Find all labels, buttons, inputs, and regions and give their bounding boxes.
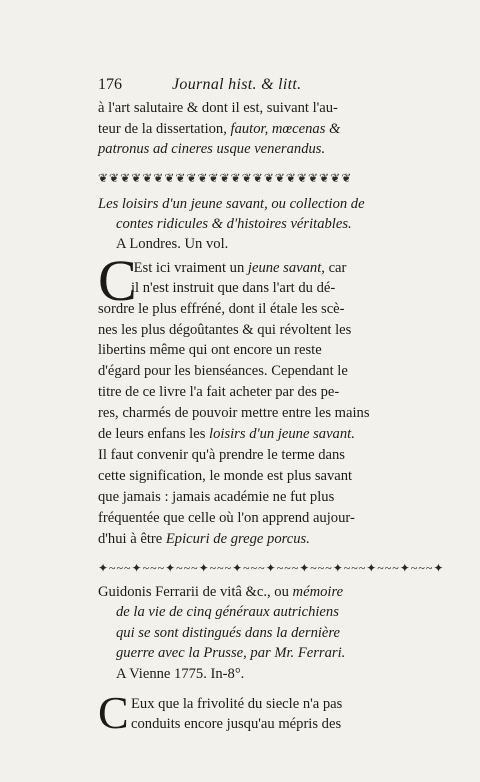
body-line: fréquentée que celle où l'on apprend aujour-: [98, 510, 355, 526]
continuation-line: [98, 119, 340, 139]
ornament-divider: ✦~~~✦~~~✦~~~✦~~~✦~~~✦~~~✦~~~✦~~~✦~~~✦~~~✦: [98, 561, 445, 575]
entry-title-line: de la vie de cinq généraux autrichiens: [116, 604, 339, 620]
running-head: Journal hist. & litt.: [172, 76, 302, 93]
continuation-line: [98, 139, 325, 159]
drop-cap: C: [98, 248, 137, 313]
page-number: 176: [98, 76, 122, 93]
entry-title-line: contes ridicules & d'histoires véritables.: [116, 216, 352, 232]
italic-text: jeune savant: [247, 260, 322, 276]
body-line: conduits encore jusqu'au mépris des: [131, 716, 342, 732]
entry-title-line: [98, 582, 343, 602]
body-line: il n'est instruit que dans l'art du dé-: [131, 280, 336, 296]
line-text: d'hui à être: [98, 531, 166, 547]
body-line: Il faut convenir qu'à prendre le terme dans: [98, 447, 345, 463]
body-line: que jamais : jamais académie ne fut plus: [98, 489, 335, 505]
body-line: Eux que la frivolité du siecle n'a pas: [131, 696, 343, 712]
body-line: d'égard pour les bienséances. Cependant le: [98, 363, 348, 379]
line-text: teur de la dissertation, fautor, mœcenas &: [98, 121, 341, 137]
line-text: à l'art salutaire & dont il est, suivant l'au-: [98, 100, 338, 116]
line-text: 'Est ici vraiment un: [131, 260, 248, 276]
body-line: nes les plus dégoûtantes & qui révoltent les: [98, 322, 352, 338]
entry-imprint: A Londres. Un vol.: [116, 236, 229, 252]
body-line: [98, 529, 310, 549]
entry-imprint: A Vienne 1775. In-8°.: [116, 666, 245, 682]
continuation-line: [98, 98, 338, 118]
entry-title-line: guerre avec la Prusse, par Mr. Ferrari.: [116, 645, 346, 661]
italic-text: mémoire: [292, 584, 344, 600]
italic-text: Epicuri de grege porcus.: [165, 531, 310, 547]
entry-title-line: Les loisirs d'un jeune savant, ou collection de: [98, 196, 365, 212]
italic-text: loisirs d'un jeune savant.: [209, 426, 355, 442]
line-text: de leurs enfans les: [98, 426, 210, 442]
drop-cap: C: [98, 687, 129, 738]
body-line: res, charmés de pouvoir mettre entre les mains: [98, 405, 370, 421]
line-text: , car: [321, 260, 347, 276]
body-line: libertins même qui ont encore un reste: [98, 342, 322, 358]
page-header: [98, 76, 382, 96]
body-line: titre de ce livre l'a fait acheter par des pe-: [98, 384, 340, 400]
line-text: Guidonis Ferrarii de vitâ &c., ou: [98, 584, 293, 600]
entry-title-line: qui se sont distingués dans la dernière: [116, 625, 341, 641]
ornament-divider: ❦❦❦❦❦❦❦❦❦❦❦❦❦❦❦❦❦❦❦❦❦❦❦: [98, 171, 353, 185]
line-text: patronus ad cineres usque venerandus.: [98, 141, 326, 157]
body-line: [98, 424, 355, 444]
body-line: sordre le plus effréné, dont il étale les scè-: [98, 301, 345, 317]
body-line: [131, 258, 346, 278]
body-line: cette signification, le monde est plus savant: [98, 468, 353, 484]
